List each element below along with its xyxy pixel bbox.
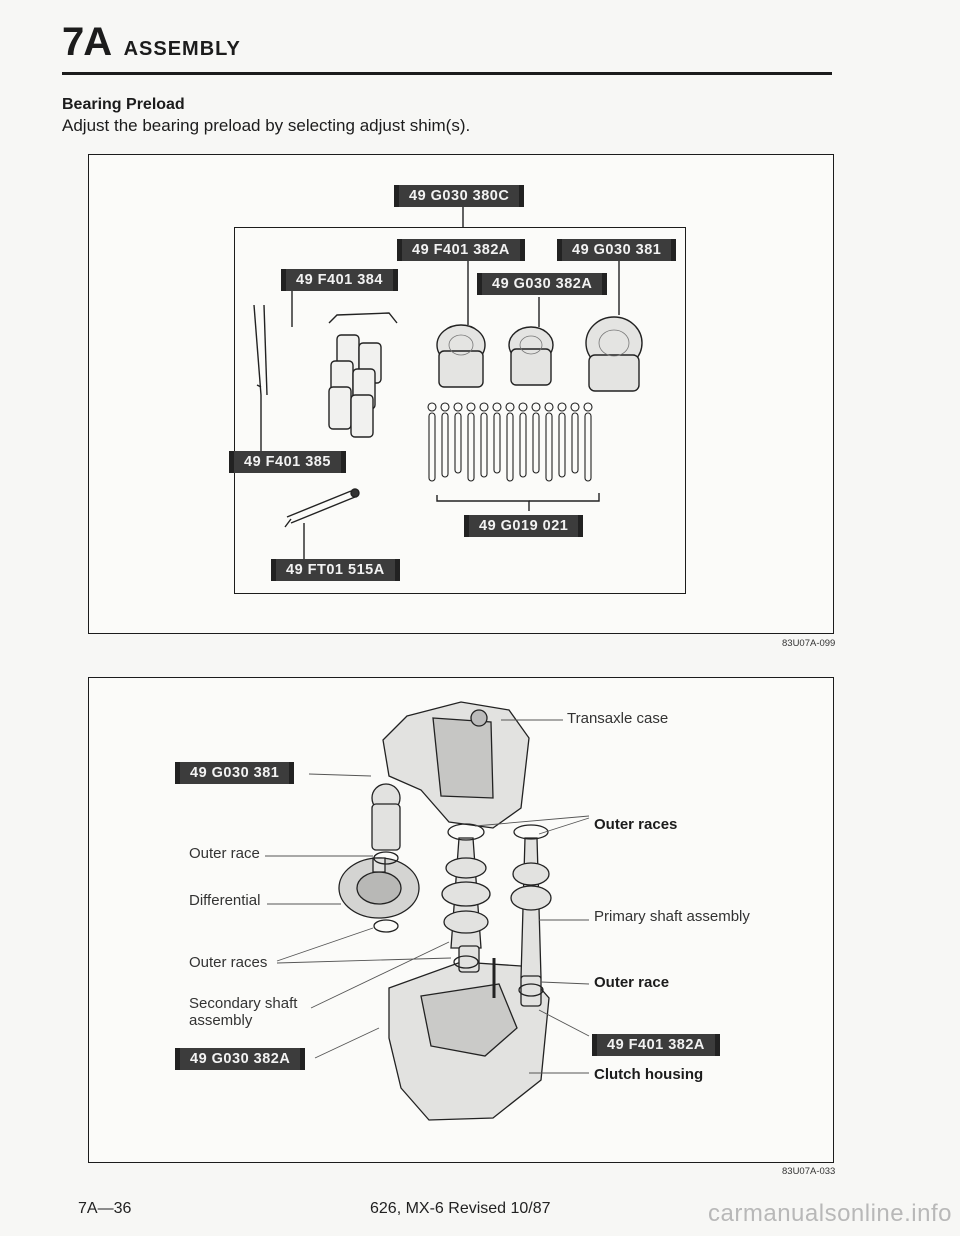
tool-label-49g019021: 49 G019 021 (464, 515, 583, 537)
tools-illustration (89, 155, 833, 633)
label-secondary-shaft-assembly: assembly (189, 1012, 253, 1029)
label-secondary-shaft: Secondary shaft (189, 995, 298, 1012)
subsection-title: Bearing Preload (62, 96, 185, 113)
instruction-text: Adjust the bearing preload by selecting adjust shim(s). (62, 116, 471, 135)
figure-code-1: 83U07A-099 (782, 638, 836, 649)
label-primary-shaft-assembly: Primary shaft assembly (594, 908, 750, 925)
tool-label-49f401382a: 49 F401 382A (592, 1034, 720, 1056)
tool-label-49g030382a: 49 G030 382A (175, 1048, 305, 1070)
tool-label-49g030382a: 49 G030 382A (477, 273, 607, 295)
header-rule (62, 72, 832, 75)
label-clutch-housing: Clutch housing (594, 1066, 704, 1083)
tool-label-49f401382a: 49 F401 382A (397, 239, 525, 261)
watermark: carmanualsonline.info (708, 1200, 952, 1227)
label-outer-races-left: Outer races (189, 954, 268, 971)
label-outer-race-left: Outer race (189, 845, 260, 862)
figure-code-2: 83U07A-033 (782, 1166, 836, 1177)
figure-transaxle-exploded (88, 677, 834, 1163)
label-outer-race-right: Outer race (594, 974, 670, 991)
tool-label-49g030381: 49 G030 381 (175, 762, 294, 784)
tool-label-49f401384: 49 F401 384 (281, 269, 398, 291)
tool-label-49f401385: 49 F401 385 (229, 451, 346, 473)
label-transaxle-case: Transaxle case (567, 710, 669, 727)
model-revision: 626, MX-6 Revised 10/87 (370, 1200, 551, 1217)
label-differential: Differential (189, 892, 261, 909)
tool-label-49g030380c: 49 G030 380C (394, 185, 524, 207)
tool-label-49g030381: 49 G030 381 (557, 239, 676, 261)
page-number: 7A—36 (78, 1200, 132, 1217)
section-title: ASSEMBLY (123, 38, 241, 60)
label-outer-races-right: Outer races (594, 816, 678, 833)
section-header (62, 20, 241, 65)
tool-label-49ft01515a: 49 FT01 515A (271, 559, 400, 581)
section-number: 7A (62, 20, 112, 64)
figure-special-tools (88, 154, 834, 634)
